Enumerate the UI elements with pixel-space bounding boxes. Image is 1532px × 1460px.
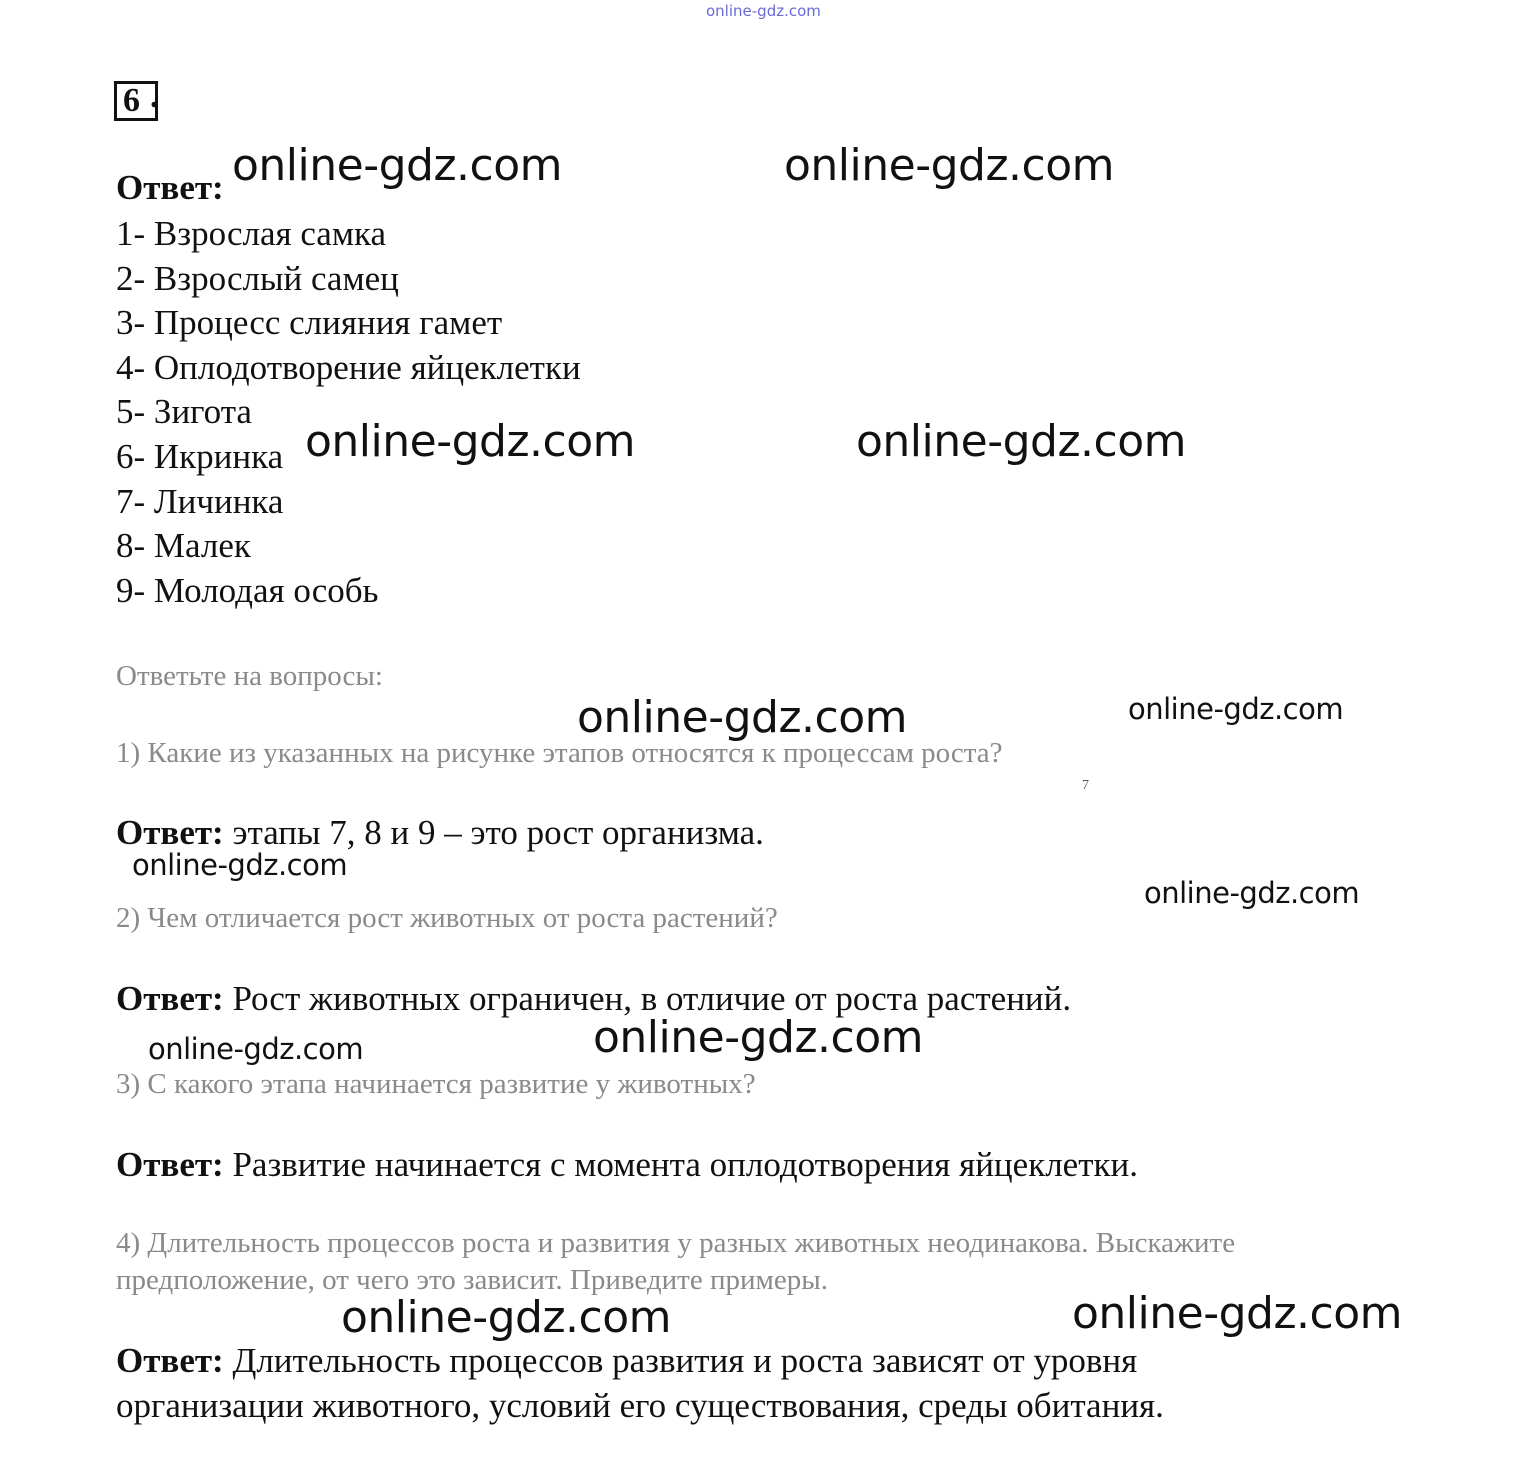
answer-label: Ответ: bbox=[116, 813, 224, 852]
question-4-line-1: 4) Длительность процессов роста и развития у разных животных неодинакова. Выскажите bbox=[116, 1227, 1236, 1259]
answer-text: этапы 7, 8 и 9 – это рост организма. bbox=[223, 813, 764, 852]
watermark: online-gdz.com bbox=[856, 416, 1187, 467]
watermark: online-gdz.com bbox=[232, 140, 563, 191]
watermark: online-gdz.com bbox=[341, 1292, 672, 1343]
watermark: online-gdz.com bbox=[1128, 692, 1344, 726]
header-site-link[interactable]: online-gdz.com bbox=[706, 2, 821, 20]
question-2: 2) Чем отличается рост животных от роста растений? bbox=[116, 902, 778, 934]
watermark: online-gdz.com bbox=[132, 848, 348, 882]
list-item: 6- Икринка bbox=[116, 436, 284, 476]
answer-4-line-2: организации животного, условий его существования, среды обитания. bbox=[116, 1386, 1164, 1425]
watermark: online-gdz.com bbox=[1144, 876, 1360, 910]
stage-list bbox=[116, 212, 581, 613]
list-item: 5- Зигота bbox=[116, 392, 252, 432]
stray-mark: 7 bbox=[1082, 778, 1089, 793]
answer-3 bbox=[116, 1143, 1138, 1188]
list-item: 4- Оплодотворение яйцеклетки bbox=[116, 347, 581, 387]
task-number-dot: . bbox=[150, 78, 159, 115]
watermark: online-gdz.com bbox=[784, 140, 1115, 191]
task-number: 6 bbox=[123, 82, 140, 119]
question-3: 3) С какого этапа начинается развитие у животных? bbox=[116, 1068, 756, 1100]
answer-text: Длительность процессов развития и роста зависят от уровня bbox=[223, 1341, 1138, 1380]
answer-4-line-1 bbox=[116, 1339, 1137, 1384]
list-item: 8- Малек bbox=[116, 526, 251, 566]
question-4-line-2: предположение, от чего это зависит. Приведите примеры. bbox=[116, 1264, 828, 1296]
question-1: 1) Какие из указанных на рисунке этапов относятся к процессам роста? bbox=[116, 737, 1003, 769]
watermark: online-gdz.com bbox=[577, 692, 908, 743]
list-item: 2- Взрослый самец bbox=[116, 258, 399, 298]
list-item: 9- Молодая особь bbox=[116, 570, 379, 610]
questions-heading: Ответьте на вопросы: bbox=[116, 660, 383, 692]
answer-label: Ответ: bbox=[116, 979, 224, 1018]
list-item: 7- Личинка bbox=[116, 481, 284, 521]
list-item: 3- Процесс слияния гамет bbox=[116, 303, 503, 343]
list-item: 1- Взрослая самка bbox=[116, 214, 386, 253]
answer-label: Ответ: bbox=[116, 1145, 224, 1184]
answer-label-main: Ответ: bbox=[116, 168, 224, 207]
watermark: online-gdz.com bbox=[593, 1012, 924, 1063]
watermark: online-gdz.com bbox=[305, 416, 636, 467]
answer-label: Ответ: bbox=[116, 1341, 224, 1380]
watermark: online-gdz.com bbox=[1072, 1288, 1403, 1339]
answer-text: Развитие начинается с момента оплодотворения яйцеклетки. bbox=[223, 1145, 1138, 1184]
watermark: online-gdz.com bbox=[148, 1032, 364, 1066]
answer-text: Рост животных ограничен, в отличие от роста растений. bbox=[223, 979, 1072, 1018]
